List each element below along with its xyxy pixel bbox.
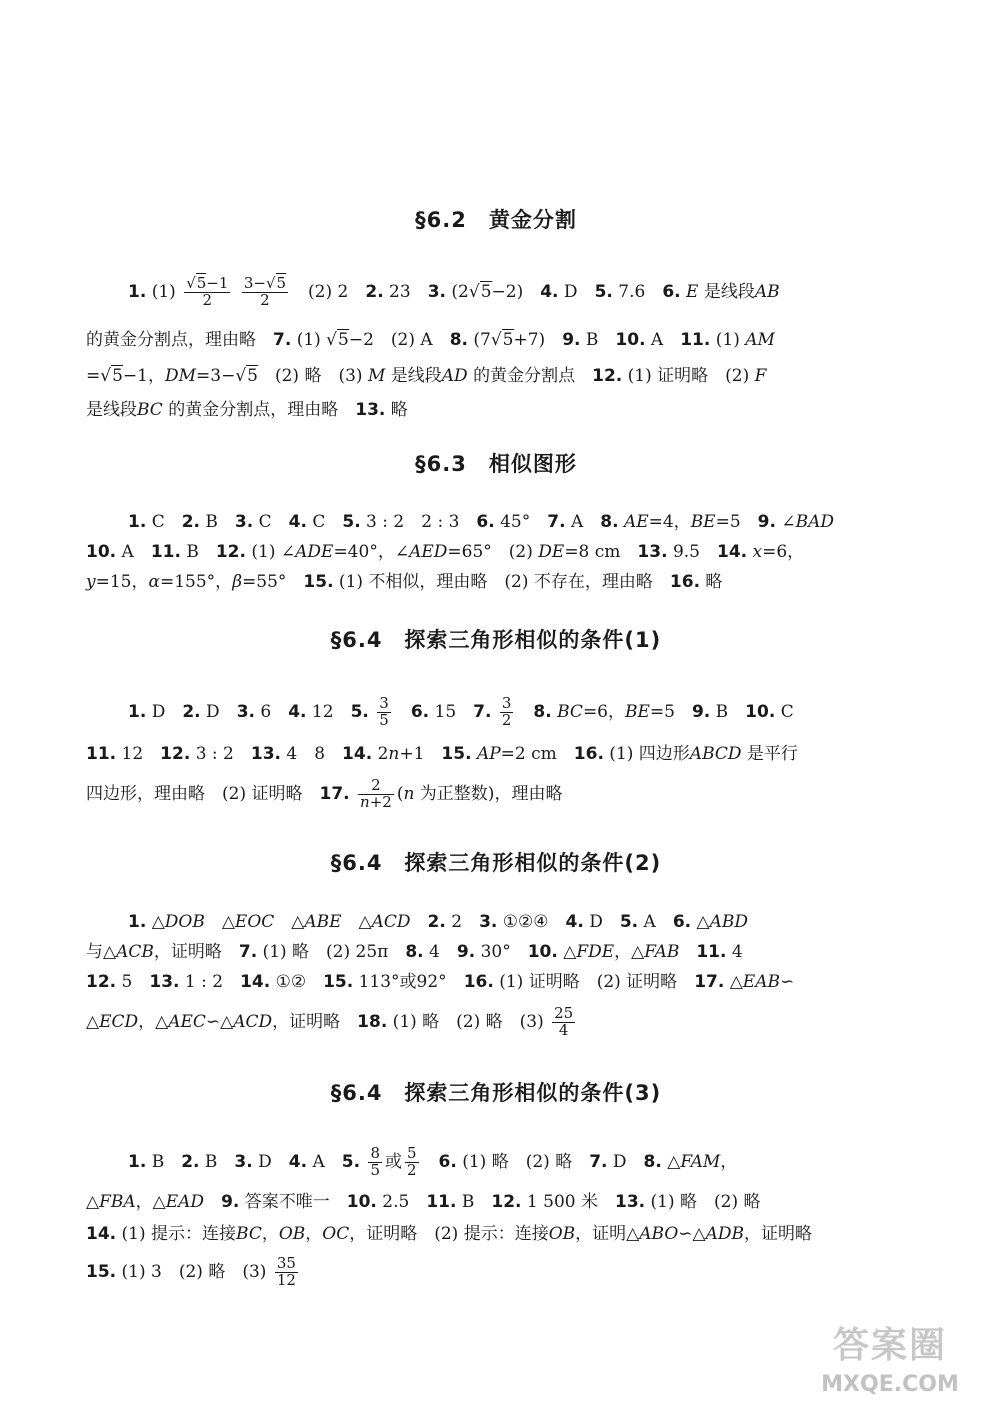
answer-line: =√5−1，DM=3−√5 (2) 略 (3) M 是线段AD 的黄金分割点 12. (1) 证明略 (2) F [86,366,767,386]
section-title: §6.2 黄金分割 [415,208,577,232]
section-title: §6.4 探索三角形相似的条件(2) [330,851,662,875]
answer-line: 的黄金分割点，理由略 7. (1) √5−2 (2) A 8. (7√5+7) 9. B 10. A 11. (1) AM [86,330,775,350]
watermark-url: MXQE.COM [821,1372,959,1397]
section-6-3 [86,449,906,479]
answer-line: 1. C 2. B 3. C 4. C 5. 3 : 2 2 : 3 6. 45° 7. A 8. AE=4，BE=5 9. ∠BAD [128,512,835,532]
answer-line: 与△ACB，证明略 7. (1) 略 (2) 25π 8. 4 9. 30° 10. △FDE，△FAB 11. 4 [86,942,743,962]
answer-line: 15. (1) 3 (2) 略 (3) $\frac{35}{12}$ [86,1254,296,1289]
watermark [790,1319,990,1409]
answer-line: 是线段BC 的黄金分割点，理由略 13. 略 [86,400,408,420]
answer-line: 12. 5 13. 1 : 2 14. ①② 15. 113°或92° 16. (1) 证明略 (2) 证明略 17. △EAB∽ [86,972,795,992]
answer-line: △ECD，△AEC∽△ACD，证明略 18. (1) 略 (2) 略 (3) $\frac{25}{4}$ [86,1004,574,1039]
section-6-4-2 [86,848,906,878]
answer-line: 四边形，理由略 (2) 证明略 17. $\frac{2}{n+2}$ (n 为正整数)，理由略 [86,776,563,811]
answer-line: y=15，α=155°，β=55° 15. (1) 不相似，理由略 (2) 不存在，理由略 16. 略 [86,572,723,592]
answer-line: 1. B 2. B 3. D 4. A 5. $\frac{8}{5}$ 或 $\frac{5}{2}$ 6. (1) 略 (2) 略 7. D 8. △FAM， [128,1144,738,1179]
answer-line: 1. △DOB △EOC △ABE △ACD 2. 2 3. ①②④ 4. D 5. A 6. △ABD [128,912,749,932]
answer-line: 11. 12 12. 3 : 2 13. 4 8 14. 2n+1 15. AP=2 cm 16. (1) 四边形ABCD 是平行 [86,744,798,764]
answer-line: 1. (1) $\frac{√5-1}{2}$ $\frac{3-√5}{2}$ (2) 2 2. 23 3. (2√5−2) 4. D 5. 7.6 6. E 是线段AB [128,274,780,309]
answer-line: 1. D 2. D 3. 6 4. 12 5. $\frac{3}{5}$ 6. 15 7. $\frac{3}{2}$ 8. BC=6，BE=5 9. B 10. C [128,694,794,729]
section-6-2 [86,205,906,235]
section-6-4-3 [86,1078,906,1108]
answer-line: △FBA，△EAD 9. 答案不唯一 10. 2.5 11. B 12. 1 500 米 13. (1) 略 (2) 略 [86,1192,761,1212]
watermark-logo: 答案圈 [832,1324,947,1366]
section-title: §6.4 探索三角形相似的条件(3) [330,1081,662,1105]
answer-line: 10. A 11. B 12. (1) ∠ADE=40°，∠AED=65° (2) DE=8 cm 13. 9.5 14. x=6， [86,542,805,562]
section-title: §6.4 探索三角形相似的条件(1) [330,628,662,652]
section-title: §6.3 相似图形 [415,452,577,476]
section-6-4-1 [86,625,906,655]
answer-line: 14. (1) 提示：连接BC，OB，OC，证明略 (2) 提示：连接OB，证明△ABO∽△ADB，证明略 [86,1224,812,1244]
